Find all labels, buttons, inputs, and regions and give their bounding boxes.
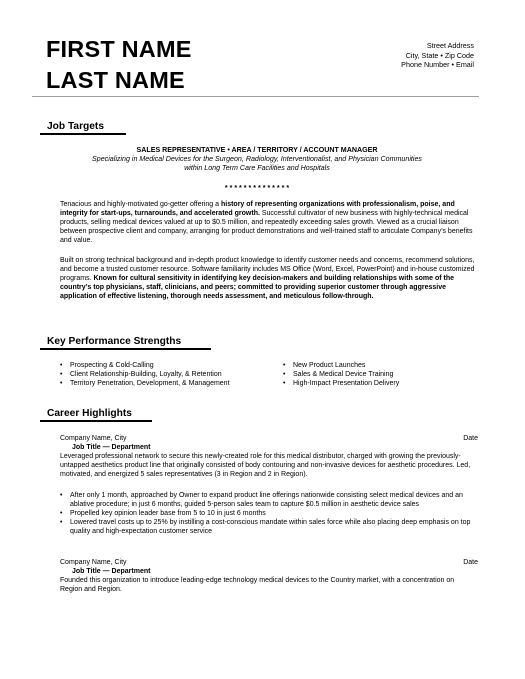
summary-paragraph-1: Tenacious and highly-motivated go-getter offering a history of representing organizations with professionalism, poise, and integrity for start-ups, turnarounds, and accelerated growth. Successful cultivator of new business with highly-technical medical products, selling medical devices valued at up to $0.5 million, and repeatedly exceeding sales growth. Viewed as a crucial liaison between prospective client and company, arranging for product demonstrations and well-trained staff to articulate Company’s benefits and value.: [60, 201, 473, 245]
list-item: • After only 1 month, approached by Owner to expand product line offerings nationwide consisting select medical devices and an ablative procedure; in just 6 months, guided 5-person sales team to capture $0.5 million in aesthetic device sales: [58, 491, 478, 509]
strengths-underline: [40, 348, 211, 350]
contact-block: [401, 41, 474, 70]
list-item: • Sales & Medical Device Training: [281, 370, 471, 379]
job-2-date: Date: [463, 559, 478, 566]
target-headline: SALES REPRESENTATIVE • AREA / TERRITORY / ACCOUNT MANAGER: [136, 146, 378, 154]
job-1-company-row: [60, 434, 478, 443]
job-1-bullets: [58, 491, 478, 536]
job-2-title: Job Title — Department: [72, 568, 151, 575]
job-1-title: Job Title — Department: [72, 444, 151, 451]
strengths-title: Key Performance Strengths: [47, 336, 182, 347]
summary-paragraph-2: Built on strong technical background and in-depth product knowledge to identify customer needs and concerns, recommend solutions, and become a trusted customer resource. Software familiarity includes MS Office (Word, Excel, PowerPoint) and in-house customized programs. Known for cultural sensitivity in identifying key decision-makers and building relationships with some of the country’s top physicians, staff, clinicians, and peers; committed to providing superior customer through aggressive application of effective listening, thorough needs assessment, and meticulous follow-through.: [60, 257, 475, 301]
last-name: LAST NAME: [46, 67, 185, 93]
list-item: • Client Relationship-Building, Loyalty, & Retention: [58, 370, 278, 379]
phone-email: Phone Number • Email: [401, 60, 474, 70]
list-item: • Lowered travel costs up to 25% by instilling a cost-conscious mandate within sales force while also placing deep emphasis on top quality and high-expectation customer service: [58, 518, 478, 536]
target-specialty-line-1: Specializing in Medical Devices for the Surgeon, Radiology, Interventionalist, and Physician Communities: [92, 155, 422, 163]
separator-stars: * * * * * * * * * * * * * *: [224, 184, 290, 192]
list-item: • Territory Penetration, Development, & Management: [58, 379, 278, 388]
list-item: • Propelled key opinion leader base from 5 to 10 in just 6 months: [58, 509, 478, 518]
street-address: Street Address: [426, 41, 474, 50]
target-specialty-line-2: within Long Term Care Facilities and Hospitals: [184, 164, 330, 172]
header-divider: [32, 96, 479, 97]
job-1-date: Date: [463, 435, 478, 442]
job-2-description: Founded this organization to introduce leading-edge technology medical devices to the Country market, with a concentration on Region and Region.: [60, 577, 455, 594]
job-2-company: Company Name, City: [60, 559, 127, 566]
career-title: Career Highlights: [47, 408, 132, 419]
strengths-right-list: [281, 361, 471, 388]
job-targets-title: Job Targets: [47, 121, 104, 132]
strengths-left-list: [58, 361, 278, 388]
first-name: FIRST NAME: [46, 36, 192, 62]
job-targets-underline: [40, 133, 126, 135]
list-item: • High-Impact Presentation Delivery: [281, 379, 471, 388]
list-item: • Prospecting & Cold-Calling: [58, 361, 278, 370]
list-item: • New Product Launches: [281, 361, 471, 370]
job-1-description: Leveraged professional network to secure this newly-created role for this medical distributor, charged with growing the previously-untapped aesthetics product line that originally consisted of body contouring and non-invasive devices for aesthetic procedures. Led, motivated, and energized 5 sales representatives (3 in Region and 2 in Region).: [60, 453, 471, 479]
job-1-company: Company Name, City: [60, 435, 127, 442]
city-state-zip: City, State • Zip Code: [405, 50, 474, 60]
career-underline: [40, 420, 152, 422]
job-2-company-row: [60, 558, 478, 567]
